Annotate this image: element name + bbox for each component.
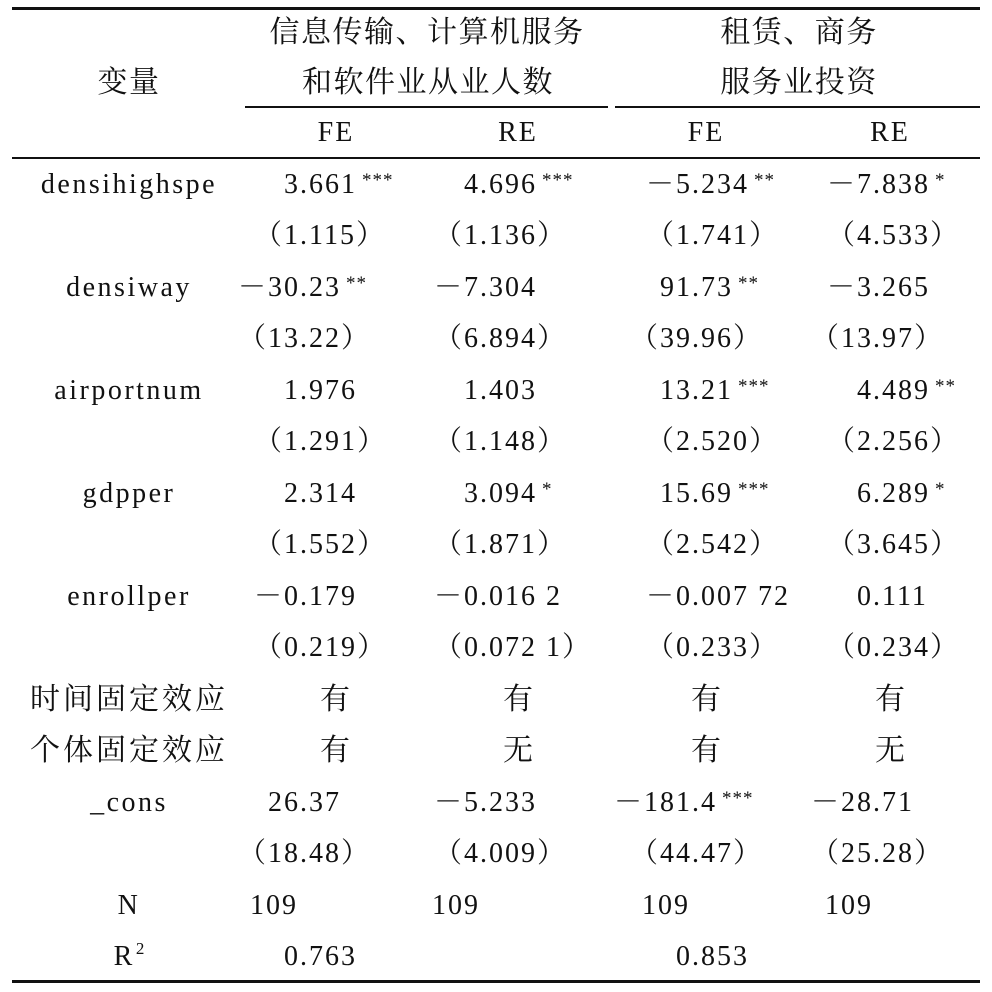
table-cell [238,321,371,357]
row-label-text: gdpper [82,478,176,509]
row-label-text: 个体固定效应 [30,734,228,767]
significance-stars: ** [754,170,775,191]
table-cell [827,218,960,254]
group-header-1-line-2: 和软件业从业人数 [302,66,554,99]
table-cell [660,270,759,306]
table-cell [857,373,956,409]
cell-value: （2.256） [826,426,960,457]
cell-value: 有 [320,734,350,767]
cell-value: （0.234） [826,632,960,663]
cell-value: －0.007 72 [645,581,790,612]
table-row [0,270,992,306]
variable-header: 变量 [97,66,161,99]
table-cell [254,218,386,254]
group-header-2-line-1: 租赁、商务 [720,16,878,49]
cell-value: －28.71 [810,787,914,818]
cell-value: 4.696 [464,169,537,200]
row-label [118,888,141,924]
table-cell [857,476,946,512]
table-cell [503,682,533,718]
row-label-text: R [113,941,135,972]
cell-value: 有 [503,683,533,716]
table-cell [464,373,537,409]
row-label [66,270,192,306]
cell-value: 3.094 [464,478,537,509]
cell-value: （25.28） [810,838,944,869]
table-cell [811,321,944,357]
table-row [0,785,992,821]
group-header-1-line-1: 信息传输、计算机服务 [269,16,585,49]
cell-value: 有 [691,734,721,767]
cell-value: －0.179 [253,581,357,612]
table-cell [827,527,960,563]
significance-stars: ** [346,273,367,294]
table-cell [432,888,480,924]
table-cell [238,270,367,306]
group-rule-1 [245,106,608,108]
table-cell [434,527,567,563]
cell-value: 91.73 [660,272,733,303]
table-cell [827,167,946,203]
table-cell [646,579,790,615]
table-cell [503,733,533,769]
group-rule-2 [615,106,980,108]
cell-value: （1.136） [433,220,567,251]
table-row [0,373,992,409]
table-cell [254,579,357,615]
significance-stars: * [935,479,946,500]
significance-stars: *** [542,170,574,191]
table-cell [434,218,567,254]
significance-stars: *** [722,788,754,809]
table-cell [434,630,592,666]
table-row [0,888,992,924]
cell-value: （39.96） [629,323,763,354]
cell-value: （0.219） [253,632,387,663]
table-cell [676,939,749,975]
table-cell [825,888,873,924]
cell-value: （4.533） [826,220,960,251]
cell-value: －5.234 [645,169,749,200]
model-header-fe-2: FE [687,117,725,148]
table-cell [284,167,394,203]
table-row [0,579,992,615]
table-cell [434,785,537,821]
table-row [0,167,992,203]
table-cell [875,733,905,769]
table-row [0,321,992,357]
row-label-text: N [117,890,141,921]
row-label [83,476,176,512]
cell-value: 13.21 [660,375,733,406]
row-label-text: airportnum [54,375,204,406]
bottom-rule [12,980,980,983]
table-cell [434,424,567,460]
table-cell [630,836,763,872]
table-cell [646,167,775,203]
table-cell [284,939,357,975]
table-cell [434,270,537,306]
cell-value: －30.23 [237,272,341,303]
cell-value: 2.314 [284,478,357,509]
table-row [0,682,992,718]
cell-value: （2.542） [645,529,779,560]
cell-value: 109 [642,890,690,921]
table-row [0,218,992,254]
cell-value: 26.37 [268,787,341,818]
cell-value: （0.233） [645,632,779,663]
significance-stars: *** [738,376,770,397]
table-cell [434,579,562,615]
table-cell [642,888,690,924]
table-row [0,836,992,872]
header-midrule [12,157,980,159]
table-cell [646,424,779,460]
cell-value: 有 [320,683,350,716]
cell-value: （1.115） [253,220,386,251]
significance-stars: * [542,479,553,500]
significance-stars: *** [362,170,394,191]
table-cell [811,785,914,821]
cell-value: （13.22） [237,323,371,354]
cell-value: 6.289 [857,478,930,509]
row-label [41,167,217,203]
table-cell [875,682,905,718]
table-cell [254,527,387,563]
group-header-2-line-2: 服务业投资 [720,66,878,99]
row-label-text: _cons [90,787,168,818]
table-cell [268,785,341,821]
cell-value: （44.47） [629,838,763,869]
table-cell [691,682,721,718]
row-label [114,939,145,975]
cell-value: 4.489 [857,375,930,406]
table-cell [827,424,960,460]
table-row [0,476,992,512]
table-cell [464,167,574,203]
significance-stars: * [935,170,946,191]
cell-value: 109 [432,890,480,921]
row-label-superscript: 2 [135,939,145,958]
cell-value: 0.111 [857,581,928,612]
cell-value: （3.645） [826,529,960,560]
cell-value: 3.661 [284,169,357,200]
table-row [0,733,992,769]
cell-value: （1.871） [433,529,567,560]
table-cell [646,630,779,666]
cell-value: （6.894） [433,323,567,354]
row-label [54,373,203,409]
table-cell [630,321,763,357]
table-cell [660,373,770,409]
significance-stars: ** [738,273,759,294]
row-label-text: 时间固定效应 [30,683,228,716]
table-cell [646,527,779,563]
cell-value: －181.4 [613,787,717,818]
table-cell [254,424,387,460]
model-header-fe-1: FE [317,117,355,148]
significance-stars: *** [738,479,770,500]
table-cell [660,476,770,512]
row-label [30,682,228,718]
row-label [67,579,191,615]
table-row [0,424,992,460]
cell-value: 109 [250,890,298,921]
table-cell [857,579,928,615]
cell-value: （1.148） [433,426,567,457]
cell-value: －3.265 [826,272,930,303]
cell-value: 0.853 [676,941,749,972]
model-header-re-2: RE [870,117,910,148]
table-cell [250,888,298,924]
table-cell [614,785,754,821]
row-label-text: densihighspe [40,169,218,200]
cell-value: 109 [825,890,873,921]
cell-value: （1.552） [253,529,387,560]
cell-value: （1.291） [253,426,387,457]
cell-value: －5.233 [433,787,537,818]
significance-stars: ** [935,376,956,397]
cell-value: （13.97） [810,323,944,354]
table-cell [434,836,567,872]
table-cell [284,476,357,512]
cell-value: 15.69 [660,478,733,509]
table-cell [827,270,930,306]
table-row [0,939,992,975]
table-cell [691,733,721,769]
cell-value: 0.763 [284,941,357,972]
cell-value: （1.741） [645,220,779,251]
cell-value: （2.520） [645,426,779,457]
cell-value: －0.016 2 [433,581,562,612]
model-header-re-1: RE [498,117,538,148]
cell-value: 有 [691,683,721,716]
table-cell [434,321,567,357]
row-label [90,785,168,821]
cell-value: －7.304 [433,272,537,303]
cell-value: 无 [503,734,533,767]
cell-value: （4.009） [433,838,567,869]
row-label-text: enrollper [67,581,191,612]
top-rule [12,7,980,10]
table-cell [254,630,387,666]
table-cell [464,476,553,512]
cell-value: 1.403 [464,375,537,406]
cell-value: 1.976 [284,375,357,406]
cell-value: －7.838 [826,169,930,200]
table-cell [811,836,944,872]
cell-value: 有 [875,683,905,716]
table-cell [320,733,350,769]
cell-value: 无 [875,734,905,767]
cell-value: （0.072 1） [433,632,592,663]
table-row [0,527,992,563]
table-cell [320,682,350,718]
table-cell [238,836,371,872]
row-label-text: densiway [66,272,192,303]
table-cell [646,218,779,254]
table-cell [284,373,357,409]
cell-value: （18.48） [237,838,371,869]
row-label [30,733,228,769]
table-row [0,630,992,666]
table-cell [827,630,960,666]
